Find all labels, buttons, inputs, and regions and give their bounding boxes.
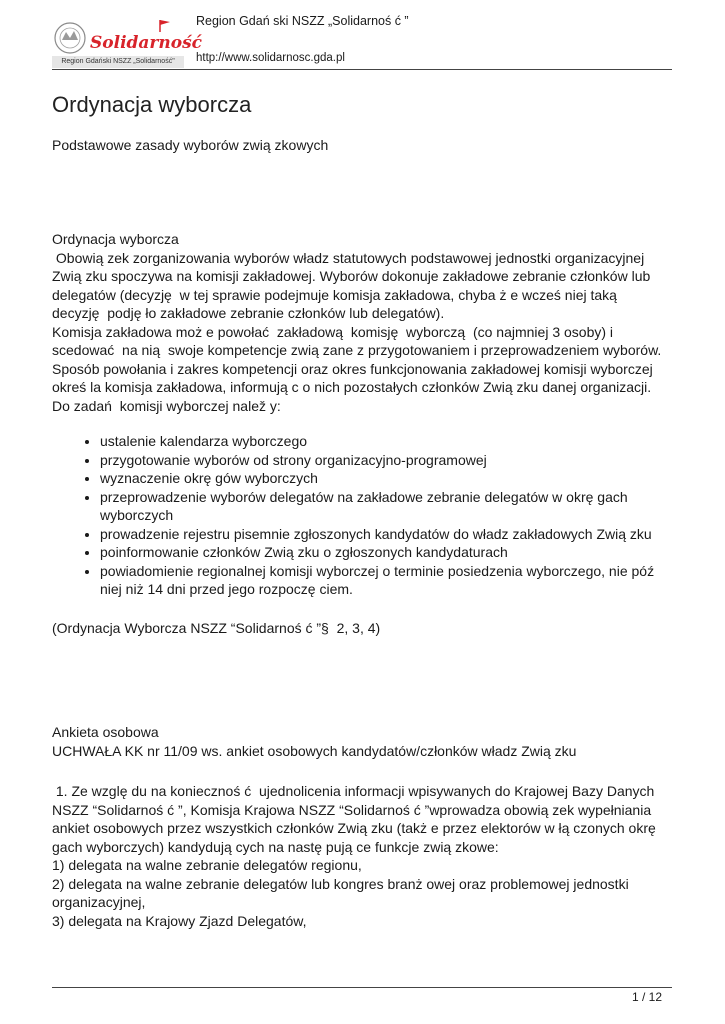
logo-caption: Region Gdański NSZZ „Solidarność" [52, 56, 184, 68]
list-item: 1) delegata na walne zebranie delegatów regionu, [52, 857, 362, 873]
list-item: • prowadzenie rejestru pisemnie zgłoszonych kandydatów do władz zakładowych Zwią zku [100, 525, 672, 544]
list-item: • powiadomienie regionalnej komisji wyborczej o terminie posiedzenia wyborczego, nie póź niej niż 14 dni przed jego rozpoczę ciem. [100, 562, 672, 599]
list-item: • ustalenie kalendarza wyborczego [100, 432, 672, 451]
document-title: Ordynacja wyborcza [52, 92, 252, 117]
resolution-title: UCHWAŁA KK nr 11/09 ws. ankiet osobowych kandydatów/członków władz Zwią zku [52, 742, 577, 759]
paragraph: Obowią zek zorganizowania wyborów władz statutowych podstawowej jednostki organizacyjnej Zwią zku spoczywa na komisji zakładowej. Wyborów dokonuje zakładowe zebranie członków lub delegatów (decyzję w tej sprawie podejmuje komisja zakładowa, chyba ż e wcześ niej taką decyzję podję ło zakładowe zebranie członków lub delegatów). [52, 249, 655, 321]
header-divider [52, 69, 672, 70]
svg-text:Solidarność: Solidarność [90, 33, 203, 53]
logo-graphic [52, 18, 203, 56]
section-heading: Ankieta osobowa [52, 724, 159, 740]
duties-list [52, 432, 672, 599]
list-item: 3) delegata na Krajowy Zjazd Delegatów, [52, 912, 307, 929]
list-item: • wyznaczenie okrę gów wyborczych [100, 469, 672, 488]
list-item: 2) delegata na walne zebranie delegatów lub kongres branż owej oraz problemowej jednostki organizacyjnej, [52, 875, 633, 910]
paragraph: Komisja zakładowa moż e powołać zakładową komisję wyborczą (co najmniej 3 osoby) i scedować na nią swoje kompetencje zwią zane z przygotowaniem i przeprowadzeniem wyborów. Sposób powołania i zakres kompetencji oraz okres funkcjonowania zakładowej komisji wyborczej okreś la komisja zakładowa, informują c o nich pozostałych członków Zwią zku danej organizacji. [52, 323, 666, 395]
page-header [52, 14, 672, 70]
citation: (Ordynacja Wyborcza NSZZ “Solidarnoś ć ”§ 2, 3, 4) [52, 619, 381, 636]
list-item: • poinformowanie członków Zwią zku o zgłoszonych kandydaturach [100, 543, 672, 562]
region-title: Region Gdań ski NSZZ „Solidarnoś ć ” [196, 14, 409, 28]
document-subtitle: Podstawowe zasady wyborów zwią zkowych [52, 137, 329, 153]
list-item: • przygotowanie wyborów od strony organizacyjno-programowej [100, 451, 672, 470]
site-url[interactable]: http://www.solidarnosc.gda.pl [196, 52, 345, 64]
list-item: • przeprowadzenie wyborów delegatów na zakładowe zebranie delegatów w okrę gach wyborczych [100, 488, 672, 525]
paragraph: 1. Ze wzglę du na koniecznoś ć ujednolicenia informacji wpisywanych do Krajowej Bazy Danych NSZZ “Solidarnoś ć ”, Komisja Krajowa NSZZ “Solidarnoś ć ”wprowadza obowią zek wypełniania ankiet osobowych przez wszystkich członków Zwią zku (takż e przez elektorów w łą czonych okrę gach wyborczych) kandydują cych na nastę pują ce funkcje zwią zkowe: [52, 783, 660, 855]
document-body [52, 230, 672, 930]
section-heading: Ordynacja wyborcza [52, 231, 179, 247]
paragraph: Do zadań komisji wyborczej nalež y: [52, 397, 281, 414]
page-number: 1 / 12 [631, 990, 662, 1004]
solidarnosc-logo [52, 18, 203, 68]
footer-divider [52, 987, 672, 988]
